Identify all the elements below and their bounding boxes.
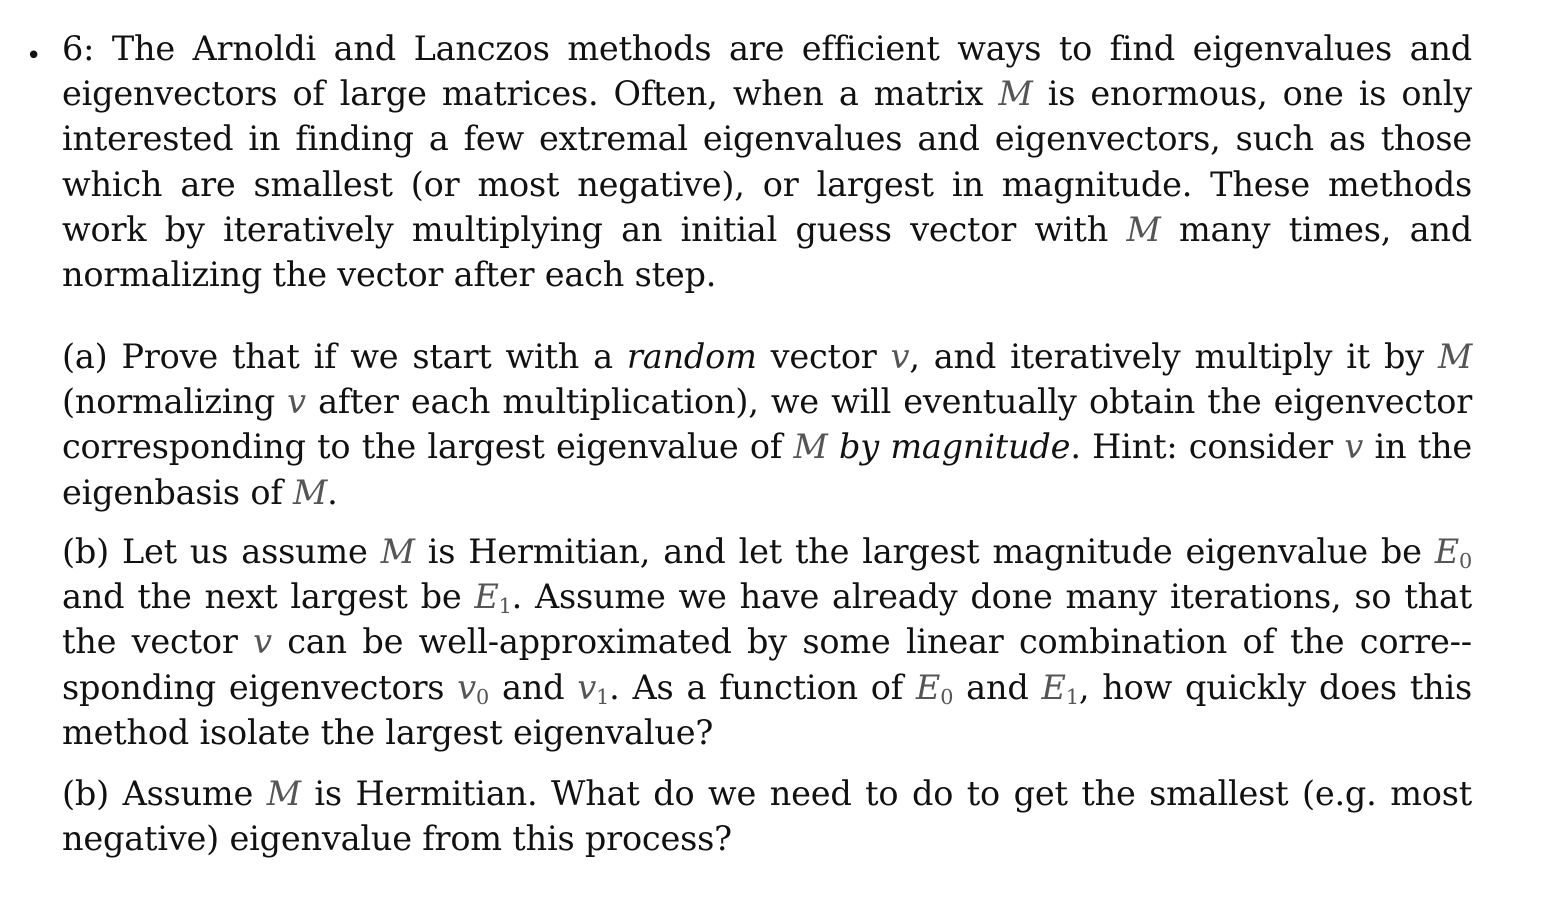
part-text: after each multiplication), we will eventually obtain the eigenvector corresponding to the largest eigenvalue of: [62, 382, 1473, 467]
math-symbol: E: [1434, 532, 1460, 571]
subscript: 0: [475, 684, 489, 709]
math-symbol: M: [380, 532, 415, 571]
math-symbol: v: [577, 667, 597, 707]
part-b: [62, 529, 1472, 755]
math-e0: [1434, 532, 1473, 574]
part-text: (normalizing: [62, 382, 275, 422]
part-text: . As a function of: [609, 667, 903, 707]
part-text: and: [966, 667, 1029, 707]
part-text: is Hermitian. What do we need to do to get the smallest (e.g. most negative) eigenvalue from this process?: [62, 774, 1473, 859]
subscript: 1: [498, 594, 512, 619]
math-symbol: M: [793, 427, 828, 467]
part-text: is Hermitian, and let the largest magnitude eigenvalue be: [427, 532, 1422, 571]
math-e1: [474, 577, 512, 619]
part-label: (a): [62, 337, 108, 376]
math-symbol: M: [1437, 337, 1473, 376]
math-e1: [1042, 668, 1079, 707]
bullet-icon: •: [26, 41, 42, 71]
part-text: . Hint: consider: [1070, 427, 1333, 467]
part-text: Prove that if we start with a: [121, 337, 613, 376]
part-label: (b): [62, 774, 109, 813]
part-text: , and iteratively multiply it by: [909, 337, 1424, 376]
part-c: [62, 771, 1472, 861]
emphasis: by magnitude: [838, 427, 1071, 467]
problem-intro: [62, 26, 1472, 297]
math-v1: [577, 668, 609, 707]
math-symbol: v: [457, 667, 476, 707]
math-e0: [916, 668, 953, 707]
emphasis: random: [626, 337, 757, 376]
part-text: and: [501, 667, 565, 707]
subscript: 0: [940, 684, 954, 709]
math-symbol: M: [266, 774, 301, 813]
math-v0: [457, 668, 489, 707]
subscript: 0: [1459, 549, 1473, 574]
math-symbol: M: [1126, 209, 1161, 249]
part-text: , how quickly does this method isolate the largest eigenvalue?: [62, 667, 1472, 752]
math-symbol: v: [287, 382, 306, 422]
part-text: in the eigenbasis of: [62, 427, 1473, 512]
math-symbol: E: [1041, 667, 1066, 707]
part-text: Assume: [122, 774, 254, 813]
math-symbol: v: [890, 337, 910, 376]
subscript: 1: [1065, 684, 1079, 709]
intro-text: many times, and normalizing the vector after each step.: [62, 209, 1472, 295]
intro-text: is enormous, one is only interested in finding a few extremal eigenvalues and eigenvectors, such as those which are smallest (or most negative), or largest in magnitude. These methods work by iteratively multiplying an initial guess vector with: [62, 74, 1472, 249]
subscript: 1: [596, 684, 610, 709]
part-label: (b): [62, 532, 109, 571]
math-symbol: M: [998, 74, 1033, 114]
part-text: .: [327, 472, 338, 512]
math-symbol: E: [474, 577, 499, 617]
math-symbol: E: [915, 667, 941, 707]
part-text: Let us assume: [122, 532, 368, 571]
math-symbol: v: [1344, 427, 1364, 467]
intro-text: The Arnoldi and Lanczos methods are efficient ways to find eigenvalues and eigenvectors of large matrices. Often, when a matrix: [62, 29, 1472, 114]
math-symbol: M: [292, 472, 328, 512]
part-a: [62, 334, 1472, 515]
part-text: vector: [770, 337, 877, 376]
math-symbol: v: [253, 622, 272, 662]
problem-number: 6:: [62, 29, 95, 68]
part-text: can be well-approximated by some linear combination of the corre-sponding eigenvectors: [62, 622, 1473, 707]
part-text: and the next largest be: [62, 577, 462, 617]
part-text: . Assume we have already done many iterations, so that the vector: [62, 577, 1472, 662]
